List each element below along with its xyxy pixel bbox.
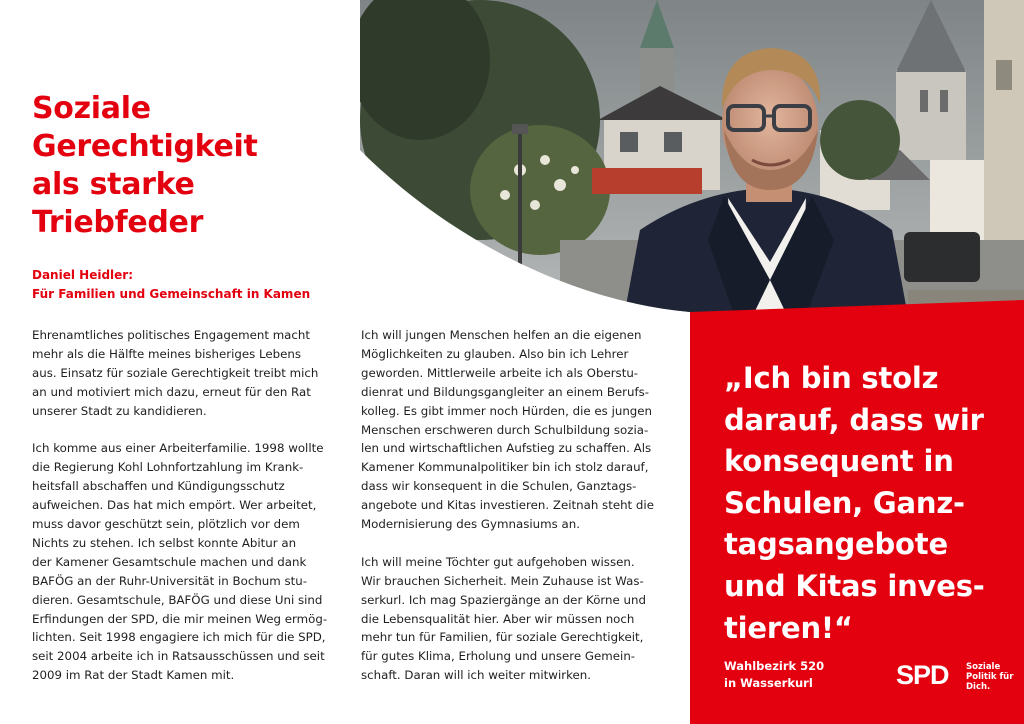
text-line: serkurl. Ich mag Spaziergänge an der Körne und	[361, 592, 646, 607]
text-line: dass wir konsequent in die Schulen, Ganztags-	[361, 479, 637, 494]
subtitle	[32, 266, 310, 304]
text-line: Nichts zu stehen. Ich selbst konnte Abitur an	[32, 535, 297, 550]
body-column-left	[32, 326, 337, 704]
text-line: Wir brauchen Sicherheit. Mein Zuhause ist Was-	[361, 573, 644, 588]
text-line: heitsfall abschaffen und Kündigungsschutz	[32, 479, 285, 494]
text-line: Menschen erschweren durch Schulbildung sozia-	[361, 422, 649, 437]
text-line: Modernisierung des Gymnasiums an.	[361, 517, 580, 532]
spd-slogan	[966, 662, 1013, 692]
district-label	[724, 658, 824, 692]
text-line: muss davor geschützt sein, plötzlich vor dem	[32, 517, 300, 532]
district-place: in Wasserkurl	[724, 676, 813, 690]
body-column-right	[361, 326, 666, 704]
paragraph	[361, 553, 666, 685]
text-line: schaft. Daran will ich weiter mitwirken.	[361, 668, 591, 683]
text-line: Ich will jungen Menschen helfen an die eigenen	[361, 328, 642, 342]
slogan-line: Politik für	[966, 672, 1014, 682]
quote-line: tagsangebote	[724, 527, 948, 562]
text-line: Ehrenamtliches politisches Engagement macht	[32, 328, 311, 342]
paragraph	[361, 326, 666, 534]
text-line: BAFÖG an der Ruhr-Universität in Bochum stu-	[32, 573, 308, 588]
subtitle-tagline: Für Familien und Gemeinschaft in Kamen	[32, 287, 311, 301]
headline-line: als starke	[32, 167, 195, 202]
quote-line: „Ich bin stolz	[724, 361, 939, 395]
text-line: Erfindungen der SPD, die mir meinen Weg ermög-	[32, 611, 328, 626]
text-line: an und motiviert mich dazu, erneut für den Rat	[32, 384, 311, 399]
quote-line: Schulen, Ganz-	[724, 485, 965, 520]
pull-quote	[724, 358, 985, 649]
text-line: 2009 im Rat der Stadt Kamen mit.	[32, 668, 235, 683]
slogan-line: Dich.	[966, 682, 991, 692]
text-line: die Regierung Kohl Lohnfortzahlung im Krank-	[32, 460, 304, 475]
text-line: für gutes Klima, Erholung und unsere Gemein-	[361, 649, 636, 664]
text-line: Möglichkeiten zu glauben. Also bin ich Lehrer	[361, 346, 629, 361]
text-line: mehr als die Hälfte meines bisheriges Lebens	[32, 346, 302, 361]
headline	[32, 90, 258, 242]
slogan-line: Soziale	[966, 662, 1001, 672]
quote-line: und Kitas inves-	[724, 568, 985, 603]
text-line: Ich will meine Töchter gut aufgehoben wissen.	[361, 554, 635, 569]
text-line: mehr tun für Familien, für soziale Gerechtigkeit,	[361, 630, 644, 645]
text-line: unserer Stadt zu kandidieren.	[32, 403, 207, 418]
text-line: kolleg. Es gibt immer noch Hürden, die es jungen	[361, 403, 653, 418]
text-line: len und wirtschaftlichen Aufstieg zu schaffen. Als	[361, 441, 652, 456]
headline-line: Gerechtigkeit	[32, 129, 258, 164]
district-number: Wahlbezirk 520	[724, 659, 825, 673]
quote-line: tieren!“	[724, 610, 853, 645]
text-line: aus. Einsatz für soziale Gerechtigkeit treibt mich	[32, 365, 319, 380]
paragraph	[32, 326, 337, 421]
text-line: dieren. Gesamtschule, BAFÖG und diese Uni sind	[32, 592, 323, 607]
subtitle-name: Daniel Heidler:	[32, 268, 133, 282]
text-line: seit 2004 arbeite ich in Ratsausschüssen und seit	[32, 649, 325, 664]
text-line: Ich komme aus einer Arbeiterfamilie. 1998 wollte	[32, 441, 324, 456]
headline-line: Soziale	[32, 91, 151, 126]
quote-line: konsequent in	[724, 444, 954, 479]
text-line: aufweichen. Das hat mich empört. Wer arbeitet,	[32, 498, 317, 513]
paragraph	[32, 439, 337, 685]
text-line: angebote und Kitas investieren. Zeitnah steht die	[361, 498, 654, 513]
text-line: Kamener Kommunalpolitiker bin ich stolz darauf,	[361, 460, 649, 475]
text-line: geworden. Mittlerweile arbeite ich als Oberstu-	[361, 365, 639, 380]
spd-logo: SPD	[896, 660, 949, 690]
text-line: dienrat und Bildungsgangleiter an einem Berufs-	[361, 384, 650, 399]
text-line: der Kamener Gesamtschule machen und dank	[32, 554, 307, 569]
quote-line: darauf, dass wir	[724, 402, 984, 437]
headline-line: Triebfeder	[32, 205, 204, 240]
text-line: die Lebensqualität hier. Aber wir müssen noch	[361, 611, 635, 626]
text-line: lichten. Seit 1998 engagiere ich mich für die SPD,	[32, 630, 326, 645]
